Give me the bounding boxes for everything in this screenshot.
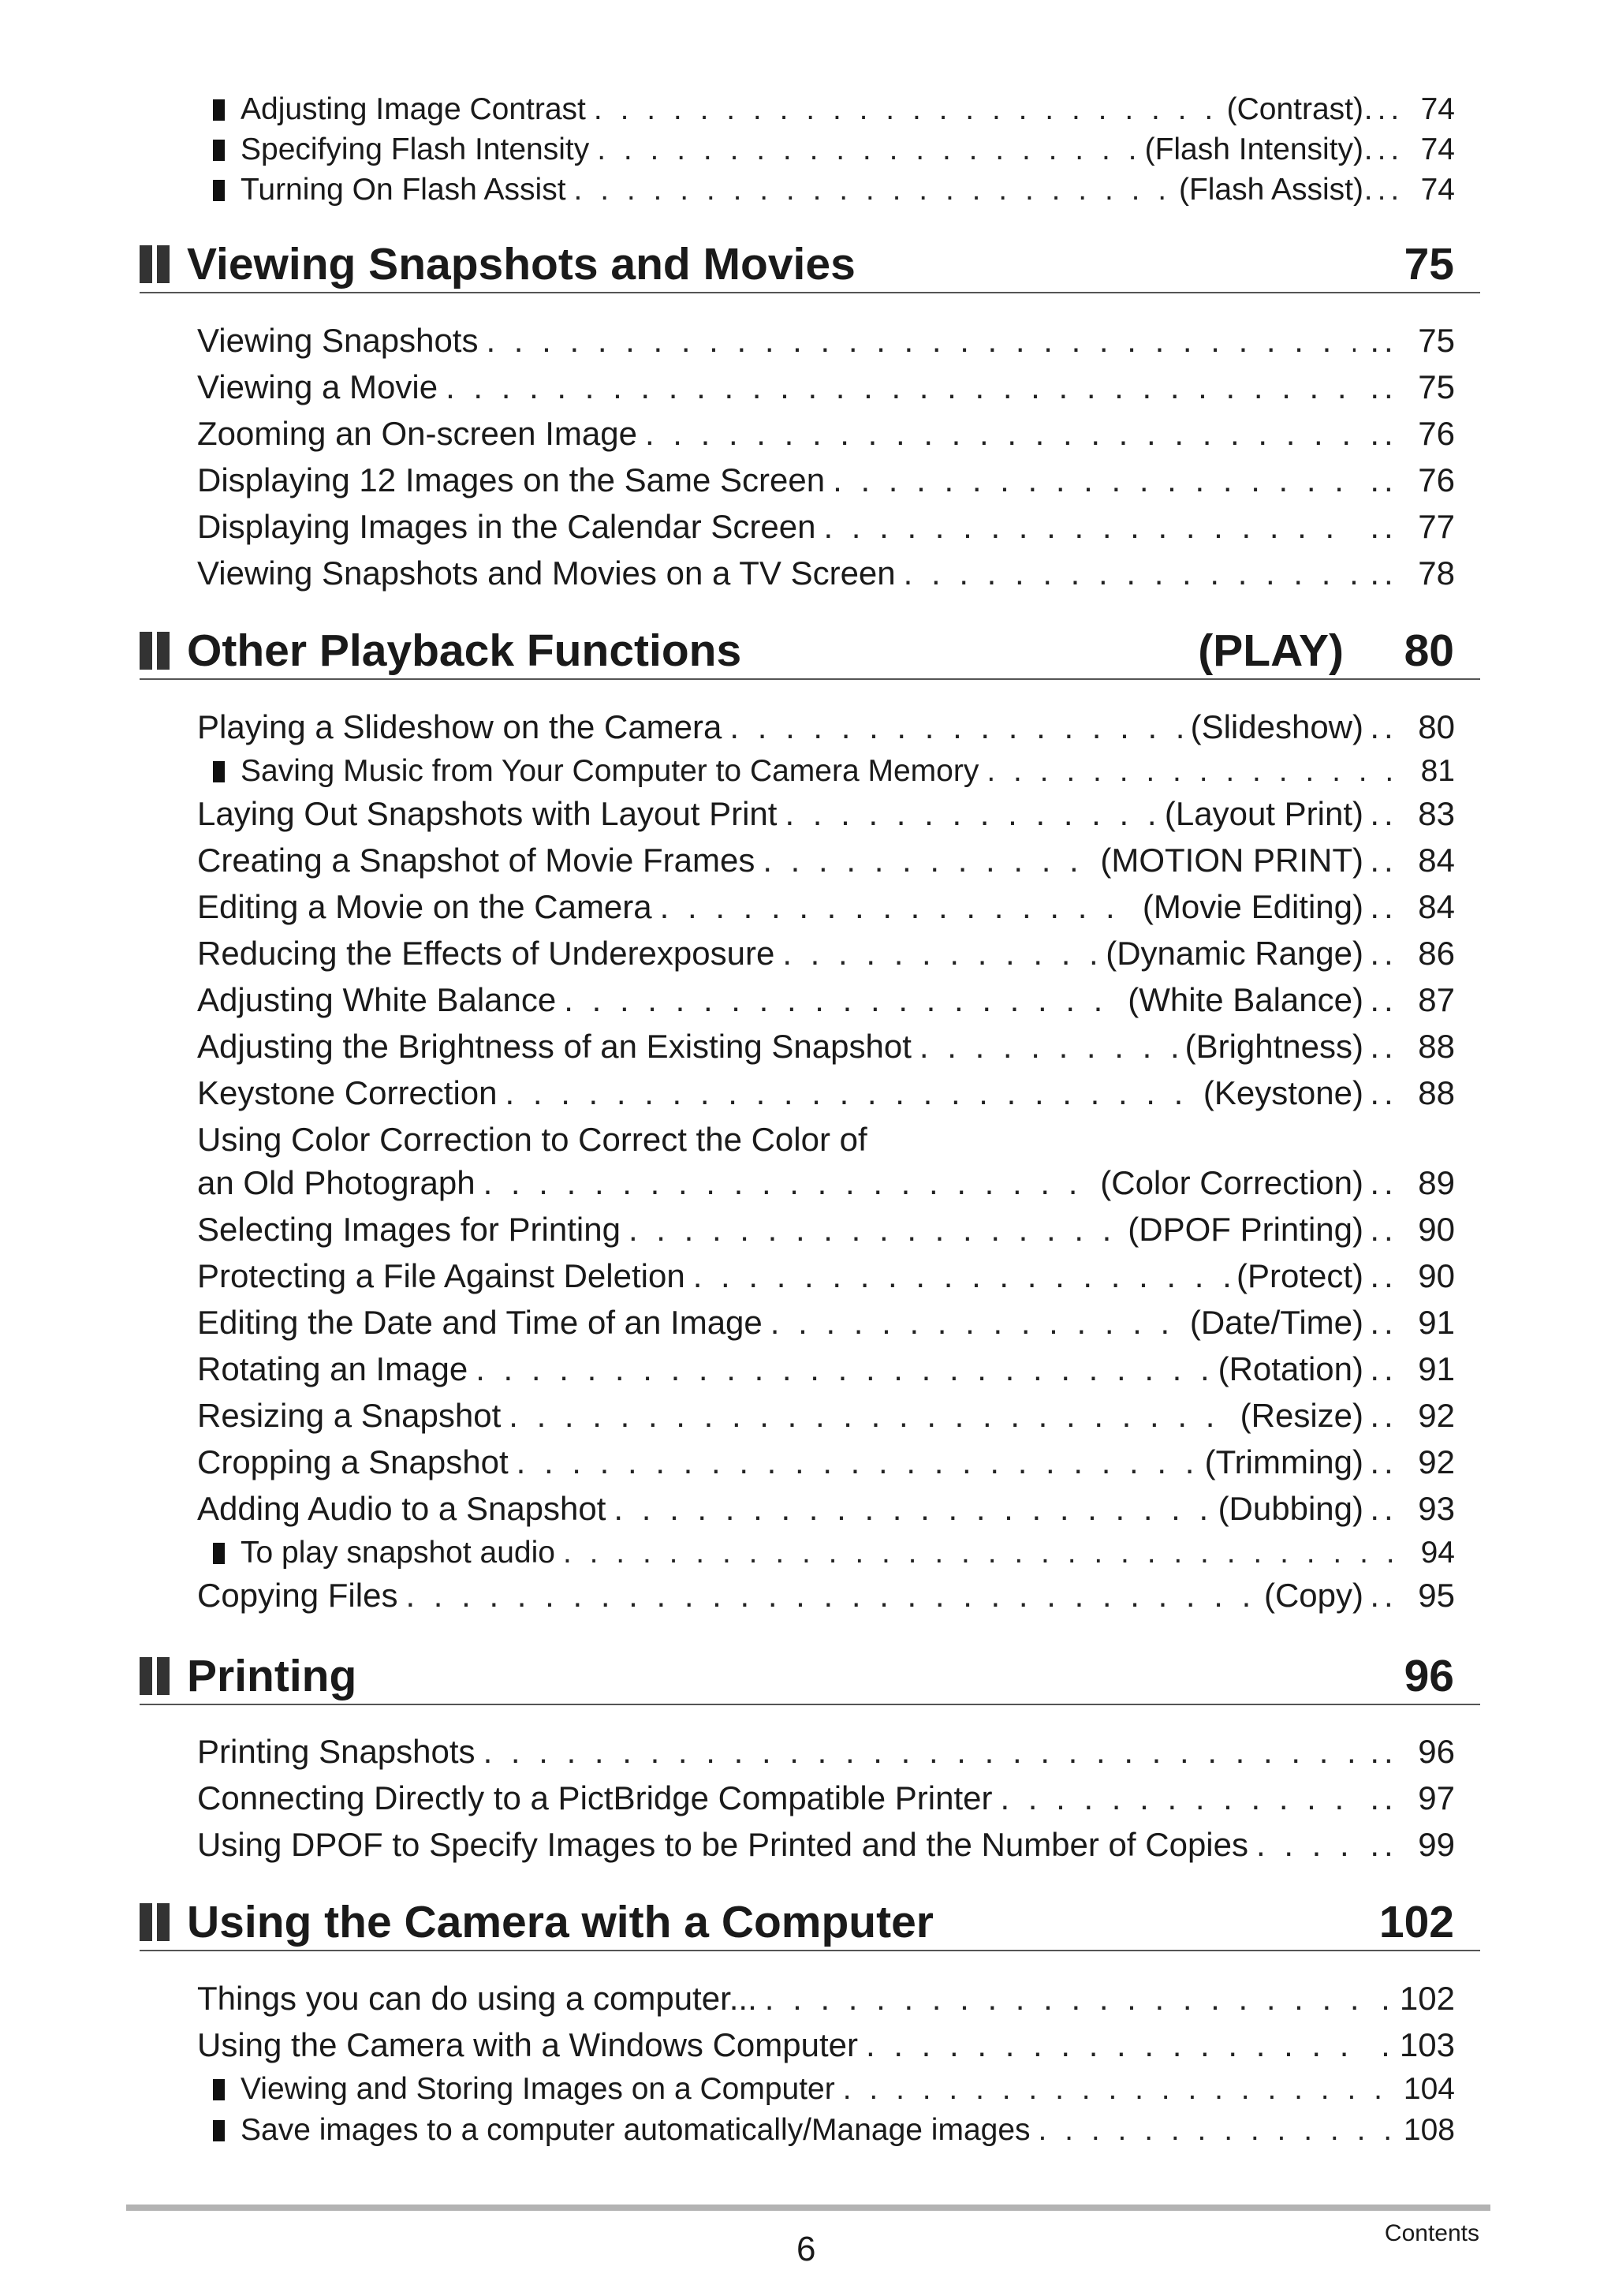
toc-entry[interactable]: Viewing a Movie . . . .. 75 [197,368,1455,413]
toc-entry[interactable]: Adjusting White Balance . . . (White Balance) .. 87 [197,981,1455,1025]
toc-entry[interactable]: Printing Snapshots . . . .. 96 [197,1733,1455,1777]
toc-entry[interactable]: Things you can do using a computer... . . . . 102 [197,1980,1455,2024]
square-bullet-icon [213,1543,225,1564]
toc-entry[interactable]: Viewing and Storing Images on a Computer . . . 104 [213,2072,1455,2113]
toc-entry-line1[interactable]: Using Color Correction to Correct the Color of [197,1121,867,1158]
toc-entry[interactable]: Adding Audio to a Snapshot . . . (Dubbing) .. 93 [197,1490,1455,1534]
toc-entry[interactable]: Adjusting Image Contrast . . . (Contrast) ... 74 [213,92,1455,133]
toc-entry[interactable]: Keystone Correction . . . (Keystone) .. 88 [197,1074,1455,1118]
toc-entry[interactable]: Viewing Snapshots and Movies on a TV Screen . . . .. 78 [197,554,1455,599]
toc-entry[interactable]: an Old Photograph . . . (Color Correction) .. 89 [197,1164,1455,1208]
toc-entry[interactable]: Saving Music from Your Computer to Camera Memory . . . 81 [213,754,1455,795]
section-bars-icon [140,1657,170,1695]
toc-entry[interactable]: Cropping a Snapshot . . . (Trimming) .. 92 [197,1443,1455,1488]
toc-entry[interactable]: Copying Files . . . (Copy) .. 95 [197,1577,1455,1621]
section-bars-icon [140,1903,170,1941]
toc-entry[interactable]: Displaying Images in the Calendar Screen . . . .. 77 [197,508,1455,552]
section-heading[interactable]: Using the Camera with a Computer 102 [140,1895,1480,1951]
square-bullet-icon [213,761,225,782]
toc-entry[interactable]: Save images to a computer automatically/Manage images . . . 108 [213,2113,1455,2154]
toc-entry[interactable]: Viewing Snapshots . . . .. 75 [197,322,1455,366]
toc-entry[interactable]: Selecting Images for Printing . . . (DPOF Printing) .. 90 [197,1211,1455,1255]
toc-entry[interactable]: Editing a Movie on the Camera . . . (Movie Editing) .. 84 [197,888,1455,932]
toc-entry[interactable]: Zooming an On-screen Image . . . .. 76 [197,415,1455,459]
toc-entry[interactable]: Laying Out Snapshots with Layout Print . . . (Layout Print) .. 83 [197,795,1455,839]
toc-entry[interactable]: Rotating an Image . . . (Rotation) .. 91 [197,1350,1455,1394]
toc-entry[interactable]: Playing a Slideshow on the Camera . . . (Slideshow) .. 80 [197,708,1455,752]
toc-entry[interactable]: Turning On Flash Assist . . . (Flash Assist) ... 74 [213,173,1455,214]
toc-entry[interactable]: To play snapshot audio . . . 94 [213,1536,1455,1577]
square-bullet-icon [213,140,225,161]
square-bullet-icon [213,180,225,201]
toc-entry[interactable]: Specifying Flash Intensity . . . (Flash Intensity) ... 74 [213,133,1455,174]
toc-entry[interactable]: Creating a Snapshot of Movie Frames . . . (MOTION PRINT) .. 84 [197,842,1455,886]
footer-rule [126,2205,1490,2211]
toc-entry[interactable]: Protecting a File Against Deletion . . . (Protect) .. 90 [197,1257,1455,1301]
toc-entry[interactable]: Connecting Directly to a PictBridge Compatible Printer . . . .. 97 [197,1779,1455,1824]
toc-entry[interactable]: Adjusting the Brightness of an Existing Snapshot . . . (Brightness) .. 88 [197,1028,1455,1072]
toc-entry[interactable]: Using the Camera with a Windows Computer . . . . 103 [197,2026,1455,2070]
section-heading[interactable]: Printing 96 [140,1648,1480,1705]
toc-entry[interactable]: Reducing the Effects of Underexposure . . . (Dynamic Range) .. 86 [197,935,1455,979]
section-heading[interactable]: Other Playback Functions (PLAY) 80 [140,623,1480,680]
toc-entry[interactable]: Editing the Date and Time of an Image . . . (Date/Time) .. 91 [197,1304,1455,1348]
toc-entry[interactable]: Resizing a Snapshot . . . (Resize) .. 92 [197,1397,1455,1441]
square-bullet-icon [213,2079,225,2100]
page-number: 6 [796,2230,816,2268]
toc-entry[interactable]: Displaying 12 Images on the Same Screen . . . .. 76 [197,461,1455,506]
square-bullet-icon [213,99,225,121]
section-heading[interactable]: Viewing Snapshots and Movies 75 [140,237,1480,293]
section-bars-icon [140,245,170,283]
square-bullet-icon [213,2120,225,2141]
footer-section-name: Contents [1384,2220,1479,2246]
toc-entry[interactable]: Using DPOF to Specify Images to be Printed and the Number of Copies . . . .. 99 [197,1826,1455,1870]
section-bars-icon [140,632,170,670]
